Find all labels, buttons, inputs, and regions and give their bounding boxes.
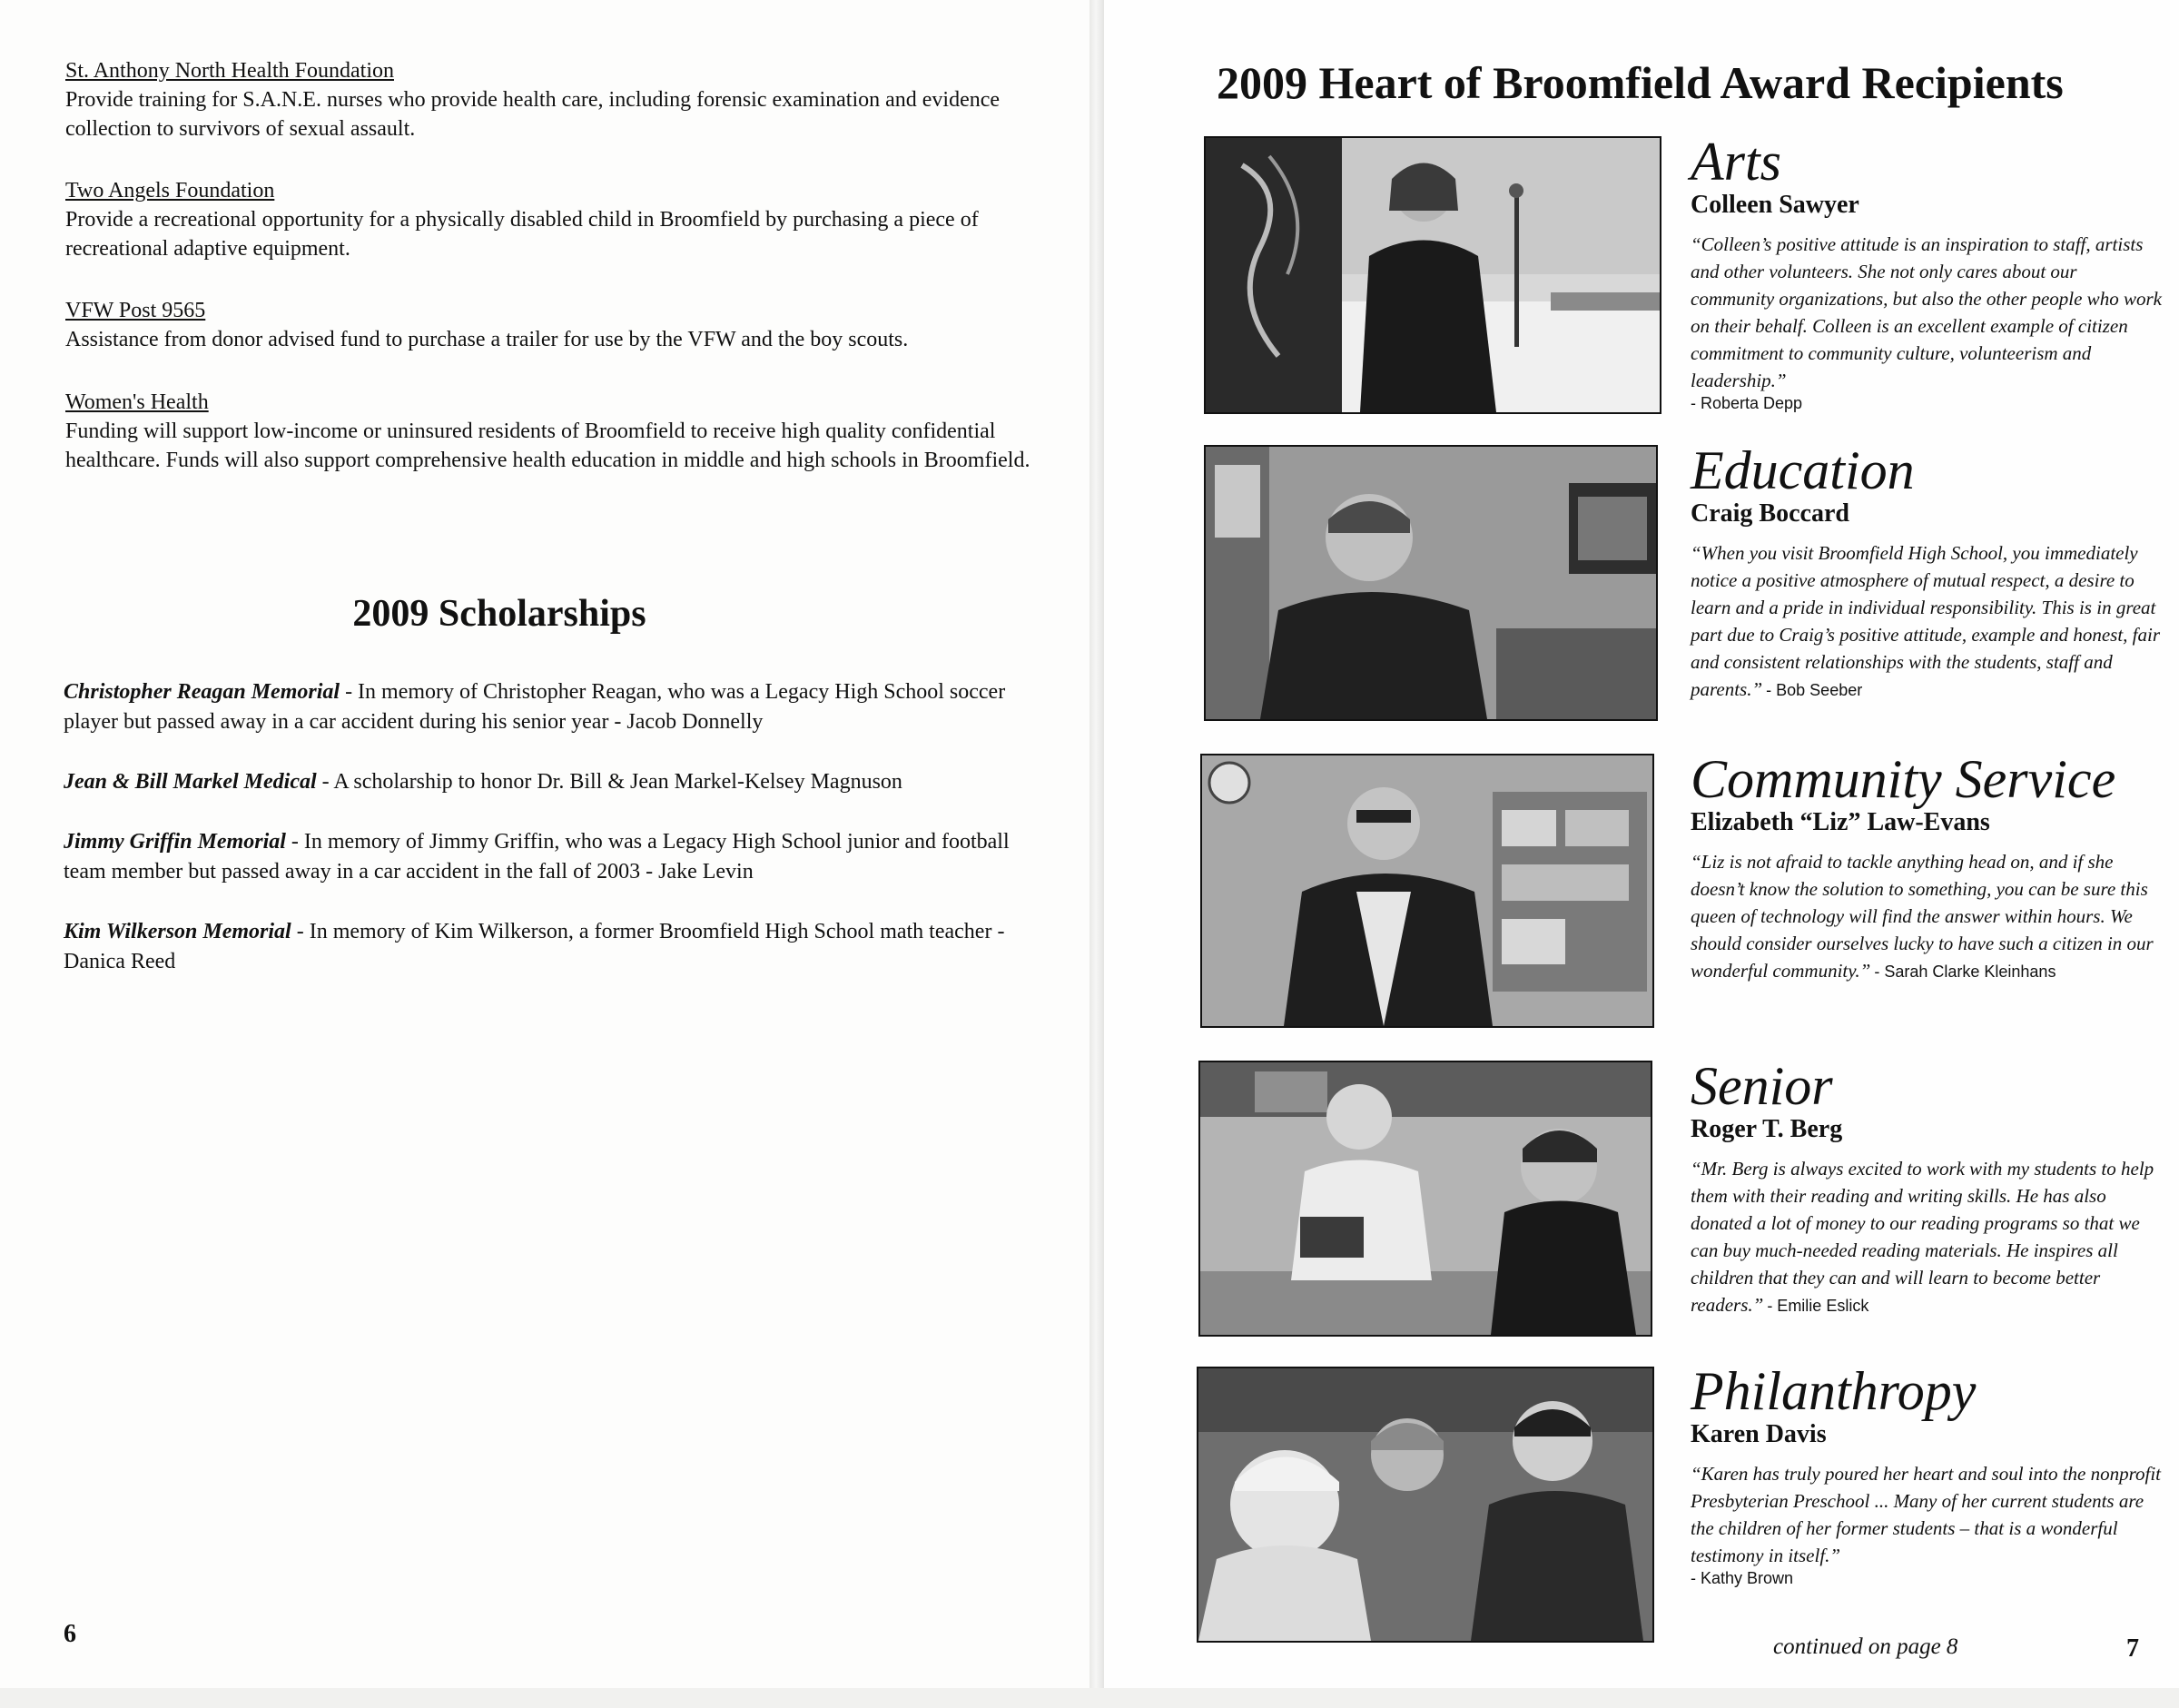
award-attribution: - Emilie Eslick	[1767, 1297, 1869, 1315]
grant-item	[65, 296, 1073, 354]
award-attribution: - Kathy Brown	[1691, 1569, 1794, 1587]
award-philanthropy	[1691, 1361, 2163, 1588]
award-quote: “When you visit Broomfield High School, you immediately notice a positive atmosphere of mutual respect, a desire to learn and a pride in individual responsibility. This is in great part due to Craig’s positive attitude, example and honest, fair and consistent relationships with the students, staff and parents.”	[1691, 542, 2160, 700]
award-quote: “Colleen’s positive attitude is an inspiration to staff, artists and other volunteers. She not only cares about our community organizations, but also the other people who work on their behalf. Colleen is an excellent example of citizen commitment to community culture, volunteerism and leadership.”	[1691, 233, 2162, 391]
award-category: Education	[1691, 440, 1915, 500]
award-attribution: - Bob Seeber	[1766, 681, 1863, 699]
scholarship-name: Jimmy Griffin Memorial	[64, 830, 286, 854]
photo-arts	[1204, 136, 1661, 414]
award-education	[1691, 440, 2163, 703]
awards-heading: 2009 Heart of Broomfield Award Recipients	[1217, 57, 2064, 108]
scholarship-item	[64, 827, 1053, 887]
award-arts	[1691, 134, 2163, 413]
award-category: Senior	[1691, 1056, 1833, 1116]
scholarship-text: - In memory of Jimmy Griffin, who was a Legacy High School junior and football team member but passed away in a car accident in the fall of 2003 - Jake Levin	[64, 830, 1010, 884]
award-recipient: Craig Boccard	[1691, 499, 1849, 528]
grant-name: VFW Post 9565	[65, 299, 206, 322]
page-number-right: 7	[2126, 1634, 2139, 1663]
award-recipient: Colleen Sawyer	[1691, 191, 1859, 219]
scholarship-item	[64, 767, 1053, 797]
photo-community-service	[1200, 754, 1654, 1028]
award-quote: “Mr. Berg is always excited to work with my students to help them with their reading and writing skills. He has also donated a lot of money to our reading programs so that we can buy much-needed reading materials. He inspires all children that they can and will learn to become better readers.”	[1691, 1158, 2154, 1316]
grant-description: Funding will support low-income or uninsured residents of Broomfield to receive high quality confidential healthcare. Funds will also support comprehensive health education in middle and high schools in Broomfield.	[65, 420, 1030, 472]
award-quote-block	[1691, 1460, 2163, 1588]
grant-description: Provide training for S.A.N.E. nurses who provide health care, including forensic examination and evidence collection to survivors of sexual assault.	[65, 88, 1001, 141]
grant-name: St. Anthony North Health Foundation	[65, 59, 394, 83]
continued-note: continued on page 8	[1773, 1634, 1958, 1659]
page-gutter	[1090, 0, 1104, 1708]
photo-education	[1204, 445, 1658, 721]
award-community-service	[1691, 749, 2163, 984]
page-number-left: 6	[64, 1620, 76, 1648]
award-recipient: Elizabeth “Liz” Law-Evans	[1691, 808, 1990, 836]
grant-item	[65, 388, 1073, 475]
scholarship-item	[64, 917, 1053, 977]
grant-item	[65, 176, 1073, 263]
award-senior	[1691, 1056, 2163, 1318]
photo-senior	[1198, 1061, 1652, 1337]
award-recipient: Roger T. Berg	[1691, 1115, 1843, 1143]
grant-description: Assistance from donor advised fund to purchase a trailer for use by the VFW and the boy scouts.	[65, 328, 909, 351]
award-recipient: Karen Davis	[1691, 1420, 1827, 1448]
award-attribution: - Roberta Depp	[1691, 394, 1803, 412]
award-attribution: - Sarah Clarke Kleinhans	[1874, 963, 2056, 981]
scholarship-text: - A scholarship to honor Dr. Bill & Jean Markel-Kelsey Magnuson	[316, 770, 902, 794]
grant-name: Two Angels Foundation	[65, 179, 275, 202]
photo-philanthropy	[1197, 1367, 1654, 1643]
scholarship-name: Christopher Reagan Memorial	[64, 680, 340, 704]
award-quote-block	[1691, 539, 2163, 703]
award-category: Community Service	[1691, 749, 2116, 809]
scholarships-heading: 2009 Scholarships	[352, 593, 646, 635]
award-category: Philanthropy	[1691, 1361, 1977, 1421]
scholarship-text: - In memory of Christopher Reagan, who was a Legacy High School soccer player but passed away in a car accident during his senior year - Jacob Donnelly	[64, 680, 1006, 734]
award-quote: “Karen has truly poured her heart and soul into the nonprofit Presbyterian Preschool ... Many of her current students are the children of her former students – that is a wonderful testimony in itself.”	[1691, 1463, 2161, 1566]
grant-name: Women's Health	[65, 390, 209, 414]
scholarship-item	[64, 677, 1053, 737]
scholarship-text: - In memory of Kim Wilkerson, a former Broomfield High School math teacher - Danica Reed	[64, 920, 1005, 973]
grant-description: Provide a recreational opportunity for a physically disabled child in Broomfield by purchasing a piece of recreational adaptive equipment.	[65, 208, 979, 261]
award-quote-block	[1691, 231, 2163, 413]
scholarship-name: Jean & Bill Markel Medical	[64, 770, 317, 794]
grant-item	[65, 56, 1073, 143]
award-category: Arts	[1691, 132, 1782, 192]
award-quote-block	[1691, 1155, 2163, 1318]
scan-edge	[0, 1688, 2179, 1708]
scholarship-name: Kim Wilkerson Memorial	[64, 920, 291, 943]
award-quote: “Liz is not afraid to tackle anything head on, and if she doesn’t know the solution to something, you can be sure this queen of technology will find the answer within hours. We should consider ourselves lucky to have such a citizen in our wonderful community.”	[1691, 851, 2154, 982]
award-quote-block	[1691, 848, 2163, 984]
